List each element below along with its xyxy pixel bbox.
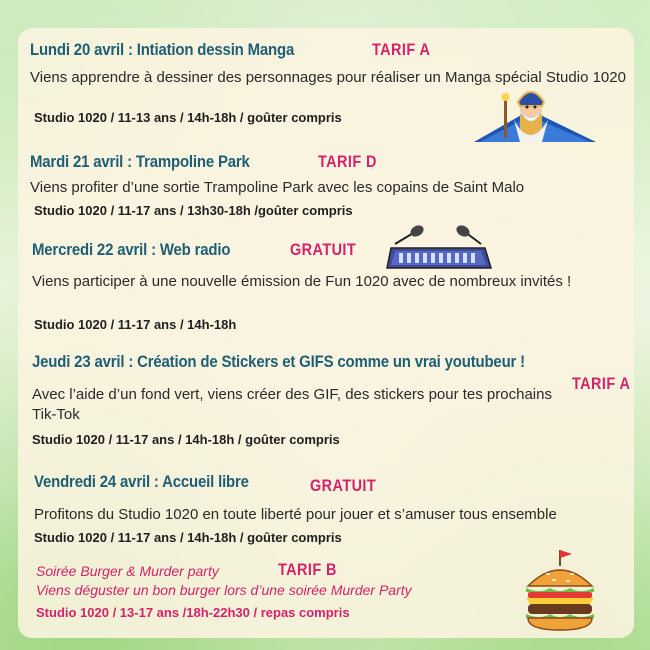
event-description-friday: Profitons du Studio 1020 en toute liberté pour jouer et s’amuser tous ensemble xyxy=(34,506,557,523)
event-title-thursday: Jeudi 23 avril : Création de Stickers et GIFS comme un vrai youtubeur ! xyxy=(32,352,525,371)
event-price-wednesday: GRATUIT xyxy=(290,240,357,259)
event-price-burger: TARIF B xyxy=(278,560,337,579)
event-title-friday: Vendredi 24 avril : Accueil libre xyxy=(34,472,249,491)
event-price-thursday: TARIF A xyxy=(572,374,631,393)
event-title-burger: Soirée Burger & Murder party xyxy=(36,563,219,579)
event-description-burger: Viens déguster un bon burger lors d’une soirée Murder Party xyxy=(36,582,412,598)
event-details-monday: Studio 1020 / 11-13 ans / 14h-18h / goûter compris xyxy=(34,110,342,125)
event-details-wednesday: Studio 1020 / 11-17 ans / 14h-18h xyxy=(34,317,237,332)
event-details-friday: Studio 1020 / 11-17 ans / 14h-18h / goûter compris xyxy=(34,530,342,545)
event-description-tuesday: Viens profiter d’une sortie Trampoline Park avec les copains de Saint Malo xyxy=(30,179,525,196)
event-details-burger: Studio 1020 / 13-17 ans /18h-22h30 / repas compris xyxy=(36,605,350,620)
event-details-tuesday: Studio 1020 / 11-17 ans / 13h30-18h /goûter compris xyxy=(34,203,353,218)
event-title-tuesday: Mardi 21 avril : Trampoline Park xyxy=(30,152,250,171)
event-details-thursday: Studio 1020 / 11-17 ans / 14h-18h / goûter compris xyxy=(32,432,340,447)
burger-illustration xyxy=(520,548,600,638)
event-price-friday: GRATUIT xyxy=(310,476,377,495)
wizard-illustration xyxy=(470,80,600,144)
event-price-tuesday: TARIF D xyxy=(318,152,377,171)
mixing-console-illustration xyxy=(385,222,495,272)
event-description-monday: Viens apprendre à dessiner des personnages pour réaliser un Manga spécial Studio 1020 xyxy=(30,69,626,86)
event-price-monday: TARIF A xyxy=(372,40,431,59)
event-title-monday: Lundi 20 avril : Intiation dessin Manga xyxy=(30,40,295,59)
event-description-thursday: Avec l’aide d’un fond vert, viens créer des GIF, des stickers pour tes prochains Tik-Tok xyxy=(32,386,552,423)
event-description-wednesday: Viens participer à une nouvelle émission de Fun 1020 avec de nombreux invités ! xyxy=(32,273,572,290)
event-title-wednesday: Mercredi 22 avril : Web radio xyxy=(32,240,231,259)
